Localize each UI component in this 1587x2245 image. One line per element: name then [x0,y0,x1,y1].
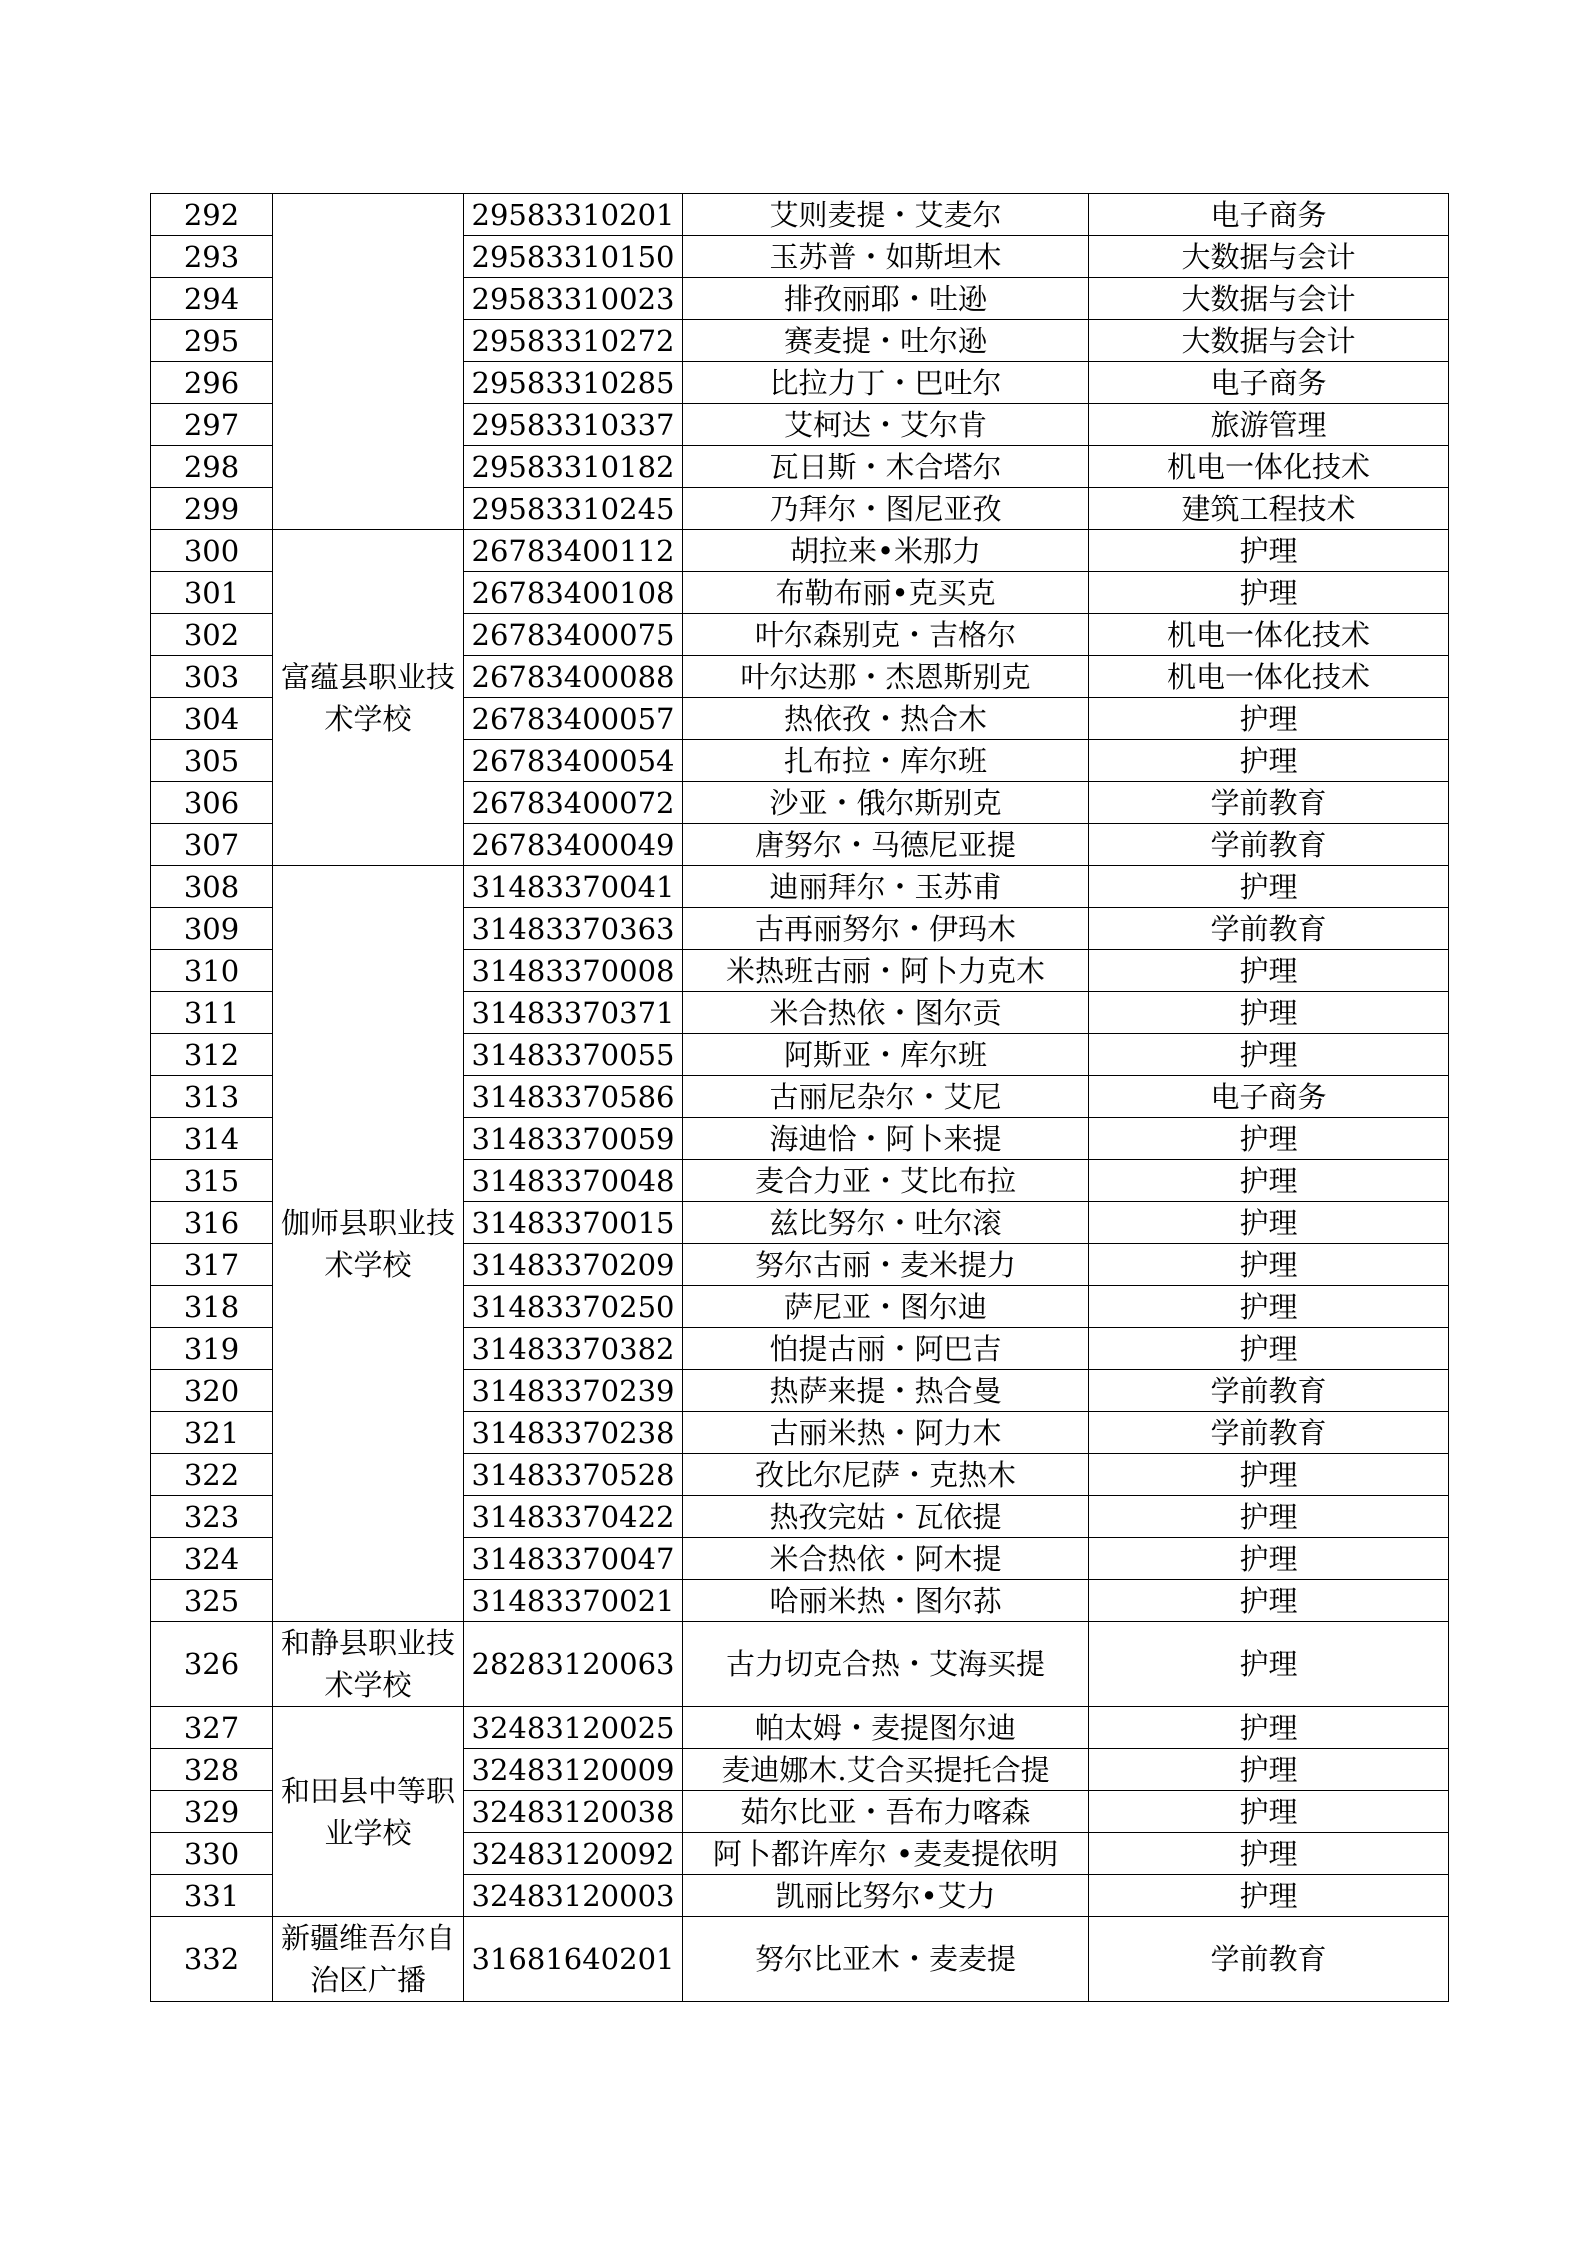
row-number-cell: 299 [151,488,273,530]
student-name-cell: 阿斯亚・库尔班 [683,1034,1089,1076]
major-cell: 学前教育 [1089,1412,1449,1454]
table-row [151,1707,1449,1749]
major-cell: 护理 [1089,1707,1449,1749]
row-number-cell: 296 [151,362,273,404]
table-row [151,1917,1449,2002]
row-number-cell: 297 [151,404,273,446]
exam-id-cell: 31483370528 [464,1454,683,1496]
school-name-cell: 和田县中等职业学校 [273,1707,464,1917]
row-number-cell: 310 [151,950,273,992]
exam-id-cell: 31483370008 [464,950,683,992]
row-number-cell: 323 [151,1496,273,1538]
major-cell: 机电一体化技术 [1089,614,1449,656]
major-cell: 护理 [1089,740,1449,782]
major-cell: 电子商务 [1089,1076,1449,1118]
school-name-cell: 和静县职业技术学校 [273,1622,464,1707]
row-number-cell: 304 [151,698,273,740]
row-number-cell: 306 [151,782,273,824]
row-number-cell: 320 [151,1370,273,1412]
row-number-cell: 326 [151,1622,273,1707]
exam-id-cell: 26783400108 [464,572,683,614]
major-cell: 护理 [1089,1454,1449,1496]
exam-id-cell: 29583310337 [464,404,683,446]
row-number-cell: 317 [151,1244,273,1286]
table-row [151,866,1449,908]
student-name-cell: 叶尔森别克・吉格尔 [683,614,1089,656]
table-row [151,530,1449,572]
student-name-cell: 怕提古丽・阿巴吉 [683,1328,1089,1370]
row-number-cell: 302 [151,614,273,656]
table-row [151,194,1449,236]
row-number-cell: 330 [151,1833,273,1875]
major-cell: 护理 [1089,1791,1449,1833]
major-cell: 电子商务 [1089,362,1449,404]
major-cell: 护理 [1089,866,1449,908]
exam-id-cell: 31681640201 [464,1917,683,2002]
major-cell: 学前教育 [1089,782,1449,824]
row-number-cell: 332 [151,1917,273,2002]
major-cell: 建筑工程技术 [1089,488,1449,530]
student-name-cell: 迪丽拜尔・玉苏甫 [683,866,1089,908]
row-number-cell: 295 [151,320,273,362]
exam-id-cell: 31483370015 [464,1202,683,1244]
student-name-cell: 热依孜・热合木 [683,698,1089,740]
exam-id-cell: 26783400088 [464,656,683,698]
row-number-cell: 298 [151,446,273,488]
school-name-cell [273,194,464,530]
table-row [151,1622,1449,1707]
student-name-cell: 米合热依・阿木提 [683,1538,1089,1580]
row-number-cell: 316 [151,1202,273,1244]
major-cell: 学前教育 [1089,1917,1449,2002]
exam-id-cell: 29583310182 [464,446,683,488]
row-number-cell: 314 [151,1118,273,1160]
major-cell: 护理 [1089,572,1449,614]
exam-id-cell: 31483370238 [464,1412,683,1454]
student-roster-table [150,193,1449,2002]
student-name-cell: 唐努尔・马德尼亚提 [683,824,1089,866]
exam-id-cell: 29583310023 [464,278,683,320]
exam-id-cell: 31483370021 [464,1580,683,1622]
major-cell: 大数据与会计 [1089,236,1449,278]
student-name-cell: 孜比尔尼萨・克热木 [683,1454,1089,1496]
major-cell: 护理 [1089,1496,1449,1538]
row-number-cell: 325 [151,1580,273,1622]
row-number-cell: 300 [151,530,273,572]
major-cell: 护理 [1089,1328,1449,1370]
major-cell: 大数据与会计 [1089,278,1449,320]
exam-id-cell: 31483370586 [464,1076,683,1118]
major-cell: 机电一体化技术 [1089,656,1449,698]
major-cell: 学前教育 [1089,1370,1449,1412]
major-cell: 护理 [1089,1875,1449,1917]
school-name-cell: 伽师县职业技术学校 [273,866,464,1622]
row-number-cell: 309 [151,908,273,950]
roster-body [151,194,1449,2002]
row-number-cell: 294 [151,278,273,320]
student-name-cell: 瓦日斯・木合塔尔 [683,446,1089,488]
major-cell: 护理 [1089,1749,1449,1791]
row-number-cell: 328 [151,1749,273,1791]
exam-id-cell: 31483370048 [464,1160,683,1202]
student-name-cell: 热孜完姑・瓦依提 [683,1496,1089,1538]
student-name-cell: 古丽尼杂尔・艾尼 [683,1076,1089,1118]
row-number-cell: 329 [151,1791,273,1833]
exam-id-cell: 29583310272 [464,320,683,362]
student-name-cell: 热萨来提・热合曼 [683,1370,1089,1412]
row-number-cell: 293 [151,236,273,278]
exam-id-cell: 29583310285 [464,362,683,404]
exam-id-cell: 31483370382 [464,1328,683,1370]
student-name-cell: 阿卜都许库尔 •麦麦提依明 [683,1833,1089,1875]
major-cell: 旅游管理 [1089,404,1449,446]
exam-id-cell: 29583310201 [464,194,683,236]
student-name-cell: 布勒布丽•克买克 [683,572,1089,614]
exam-id-cell: 31483370059 [464,1118,683,1160]
exam-id-cell: 31483370363 [464,908,683,950]
major-cell: 护理 [1089,1118,1449,1160]
row-number-cell: 319 [151,1328,273,1370]
exam-id-cell: 29583310245 [464,488,683,530]
exam-id-cell: 31483370239 [464,1370,683,1412]
exam-id-cell: 32483120025 [464,1707,683,1749]
student-name-cell: 麦迪娜木.艾合买提托合提 [683,1749,1089,1791]
major-cell: 护理 [1089,992,1449,1034]
student-name-cell: 艾则麦提・艾麦尔 [683,194,1089,236]
exam-id-cell: 26783400072 [464,782,683,824]
major-cell: 护理 [1089,1286,1449,1328]
major-cell: 护理 [1089,1202,1449,1244]
exam-id-cell: 31483370041 [464,866,683,908]
row-number-cell: 322 [151,1454,273,1496]
exam-id-cell: 32483120009 [464,1749,683,1791]
school-name-cell: 新疆维吾尔自治区广播 [273,1917,464,2002]
student-name-cell: 胡拉来•米那力 [683,530,1089,572]
row-number-cell: 312 [151,1034,273,1076]
exam-id-cell: 29583310150 [464,236,683,278]
row-number-cell: 321 [151,1412,273,1454]
student-name-cell: 排孜丽耶・吐逊 [683,278,1089,320]
student-name-cell: 麦合力亚・艾比布拉 [683,1160,1089,1202]
student-name-cell: 海迪恰・阿卜来提 [683,1118,1089,1160]
row-number-cell: 327 [151,1707,273,1749]
row-number-cell: 301 [151,572,273,614]
exam-id-cell: 32483120038 [464,1791,683,1833]
row-number-cell: 324 [151,1538,273,1580]
row-number-cell: 331 [151,1875,273,1917]
student-name-cell: 凯丽比努尔•艾力 [683,1875,1089,1917]
student-name-cell: 努尔比亚木・麦麦提 [683,1917,1089,2002]
major-cell: 护理 [1089,1244,1449,1286]
student-name-cell: 扎布拉・库尔班 [683,740,1089,782]
row-number-cell: 308 [151,866,273,908]
student-name-cell: 比拉力丁・巴吐尔 [683,362,1089,404]
student-name-cell: 米热班古丽・阿卜力克木 [683,950,1089,992]
major-cell: 学前教育 [1089,824,1449,866]
row-number-cell: 305 [151,740,273,782]
student-name-cell: 玉苏普・如斯坦木 [683,236,1089,278]
major-cell: 护理 [1089,1580,1449,1622]
exam-id-cell: 31483370047 [464,1538,683,1580]
major-cell: 学前教育 [1089,908,1449,950]
major-cell: 护理 [1089,1538,1449,1580]
student-name-cell: 乃拜尔・图尼亚孜 [683,488,1089,530]
major-cell: 大数据与会计 [1089,320,1449,362]
school-name-cell: 富蕴县职业技术学校 [273,530,464,866]
student-name-cell: 萨尼亚・图尔迪 [683,1286,1089,1328]
exam-id-cell: 31483370422 [464,1496,683,1538]
student-name-cell: 古丽米热・阿力木 [683,1412,1089,1454]
exam-id-cell: 31483370371 [464,992,683,1034]
major-cell: 护理 [1089,950,1449,992]
exam-id-cell: 26783400112 [464,530,683,572]
major-cell: 护理 [1089,530,1449,572]
major-cell: 护理 [1089,1160,1449,1202]
major-cell: 护理 [1089,1622,1449,1707]
student-name-cell: 哈丽米热・图尔荪 [683,1580,1089,1622]
student-name-cell: 努尔古丽・麦米提力 [683,1244,1089,1286]
student-name-cell: 沙亚・俄尔斯别克 [683,782,1089,824]
row-number-cell: 318 [151,1286,273,1328]
row-number-cell: 292 [151,194,273,236]
row-number-cell: 315 [151,1160,273,1202]
student-name-cell: 兹比努尔・吐尔滚 [683,1202,1089,1244]
exam-id-cell: 31483370250 [464,1286,683,1328]
exam-id-cell: 26783400049 [464,824,683,866]
student-name-cell: 茹尔比亚・吾布力喀森 [683,1791,1089,1833]
major-cell: 电子商务 [1089,194,1449,236]
exam-id-cell: 26783400054 [464,740,683,782]
student-name-cell: 米合热依・图尔贡 [683,992,1089,1034]
student-name-cell: 古再丽努尔・伊玛木 [683,908,1089,950]
row-number-cell: 311 [151,992,273,1034]
exam-id-cell: 28283120063 [464,1622,683,1707]
student-name-cell: 古力切克合热・艾海买提 [683,1622,1089,1707]
exam-id-cell: 32483120003 [464,1875,683,1917]
exam-id-cell: 32483120092 [464,1833,683,1875]
student-name-cell: 帕太姆・麦提图尔迪 [683,1707,1089,1749]
exam-id-cell: 31483370209 [464,1244,683,1286]
major-cell: 护理 [1089,1833,1449,1875]
major-cell: 机电一体化技术 [1089,446,1449,488]
major-cell: 护理 [1089,1034,1449,1076]
student-name-cell: 叶尔达那・杰恩斯别克 [683,656,1089,698]
student-name-cell: 赛麦提・吐尔逊 [683,320,1089,362]
student-name-cell: 艾柯达・艾尔肯 [683,404,1089,446]
row-number-cell: 303 [151,656,273,698]
major-cell: 护理 [1089,698,1449,740]
exam-id-cell: 31483370055 [464,1034,683,1076]
row-number-cell: 313 [151,1076,273,1118]
exam-id-cell: 26783400075 [464,614,683,656]
row-number-cell: 307 [151,824,273,866]
exam-id-cell: 26783400057 [464,698,683,740]
